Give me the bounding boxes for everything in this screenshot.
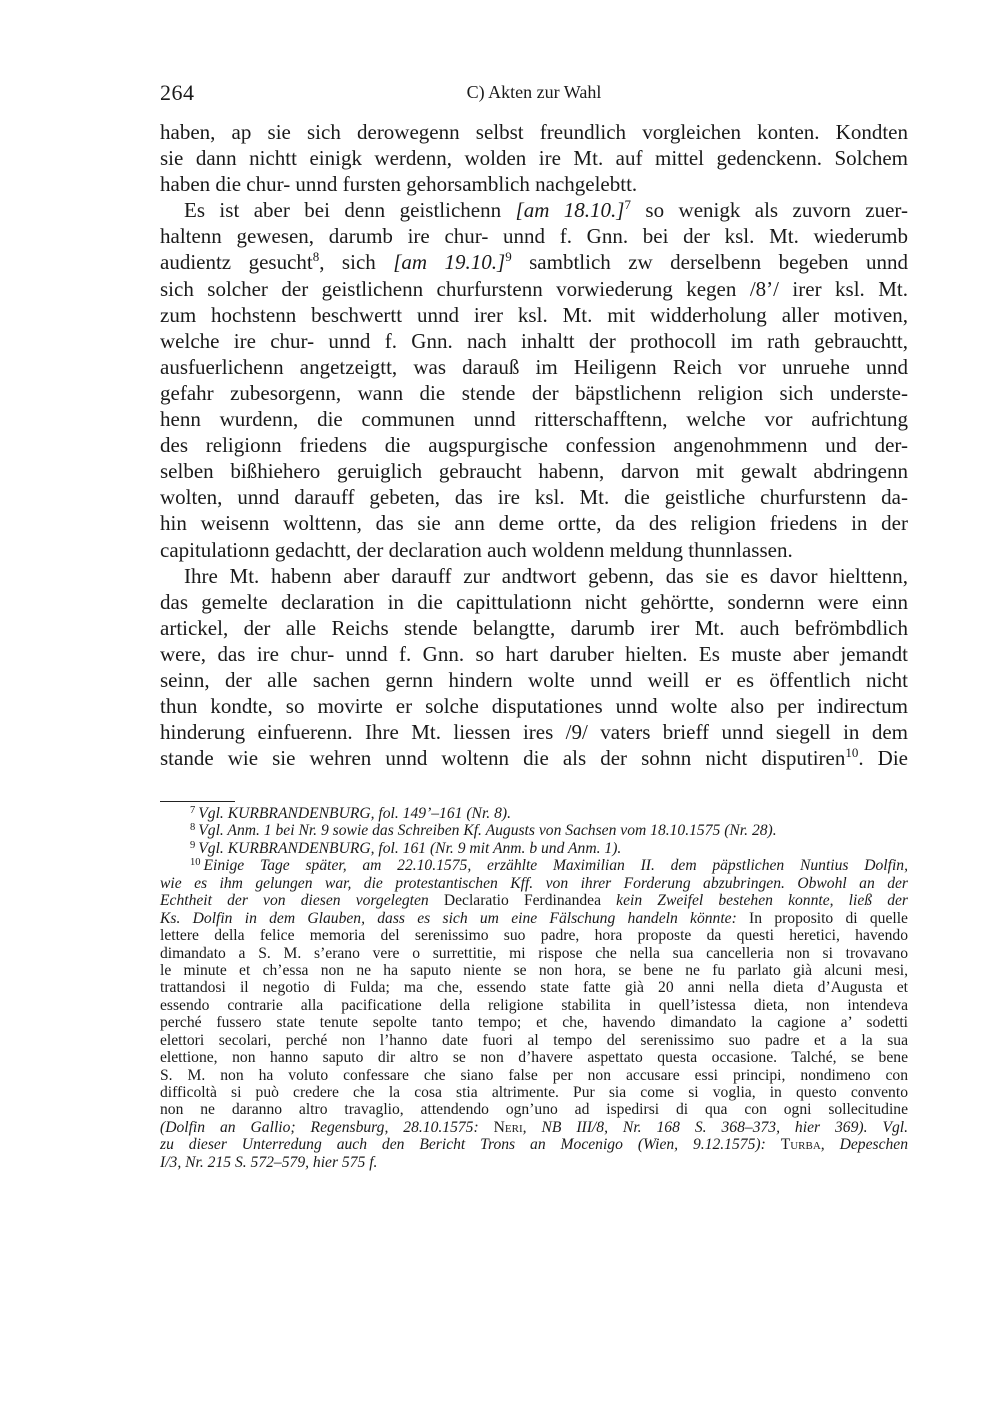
footnote-line <box>160 1032 908 1049</box>
text-segment: gefahr zubesorgenn, wann die stende der bäpstlichenn religion sich underste- <box>160 380 908 405</box>
text-segment: hinderung einfuerenn. Ihre Mt. liessen ires /9/ vaters brieff unnd siegell in dem <box>160 720 908 745</box>
text-segment: welche ire chur- unnd f. Gnn. nach inhaltt der prothocoll im rath gebrauchtt, <box>160 328 908 353</box>
footnote-reference: 7 <box>624 197 631 213</box>
body-line <box>160 197 908 223</box>
text-segment: sambtlich zw derselbenn begeben unnd <box>511 250 908 275</box>
text-segment: artickel, der alle Reichs stende belangtte, darumb irer Mt. auch befrömbdlich <box>160 615 908 640</box>
text-segment: (Dolfin an Gallio; Regensburg, 28.10.1575: <box>160 1118 494 1136</box>
body-line <box>160 302 908 328</box>
text-segment: Turba <box>780 1136 821 1154</box>
body-line <box>160 693 908 719</box>
footnote-line <box>160 840 908 857</box>
footnote-number: 10 <box>190 857 201 869</box>
text-segment: [am 19.10.] <box>393 250 506 275</box>
text-segment: non ne daranno altro travaglio, attendendo ogn’uno ad ispedirsi di qua con ogni sollecitudine <box>160 1101 908 1119</box>
footnote-line <box>160 1067 908 1084</box>
running-title: C) Akten zur Wahl <box>466 82 602 102</box>
footnote-line <box>160 875 908 892</box>
text-segment: Neri <box>493 1118 523 1136</box>
text-segment: Vgl. KURBRANDENBURG, fol. 161 (Nr. 9 mit Anm. b und Anm. 1). <box>198 839 622 857</box>
body-line <box>160 354 908 380</box>
body-line <box>160 641 908 667</box>
page-number: 264 <box>160 80 195 105</box>
text-segment: haben, ap sie sich derowegenn selbst freundlich vorgleichen konten. Kondten <box>160 120 908 144</box>
body-line <box>160 484 908 510</box>
text-segment: wie es ihm gelungen war, die protestantischen Kff. von ihrer Forderung abzubringen. Obwohl an der <box>160 874 908 892</box>
text-segment: Es ist aber bei denn geistlichenn <box>184 198 516 223</box>
footnote-line <box>160 945 908 962</box>
footnote-line <box>160 857 908 874</box>
text-segment: zu dieser Unterredung auch den Bericht Trons an Mocenigo (Wien, 9.12.1575): <box>160 1136 781 1154</box>
text-segment: audientz gesucht <box>160 250 313 275</box>
body-line <box>160 615 908 641</box>
text-segment: haltenn gewesen, darumb ire chur- unnd f. Gnn. bei der ksl. Mt. wiederumb <box>160 224 908 249</box>
text-segment: thun kondte, so movirte er solche disputationes unnd wolte also per indirectum <box>160 694 908 719</box>
body-line <box>160 589 908 615</box>
text-segment: Vgl. KURBRANDENBURG, fol. 149’–161 (Nr. 8). <box>198 805 511 822</box>
body-line <box>160 406 908 432</box>
body-line <box>160 510 908 536</box>
text-segment: difficoltà si può credere che la cosa stia altrimente. Pur sia come si voglia, in questo convento <box>160 1084 908 1101</box>
footnote-line <box>160 1154 908 1171</box>
footnote-line <box>160 910 908 927</box>
text-segment: , NB III/8, Nr. 168 S. 368–373, hier 369). Vgl. <box>522 1118 908 1136</box>
main-text <box>160 119 908 771</box>
footnote-line <box>160 1014 908 1031</box>
text-segment: ausfuerlichenn angetzeigtt, was darauß im Heiligenn Reich vor unruehe unnd <box>160 354 908 379</box>
body-line <box>160 223 908 249</box>
footnote-line <box>160 1119 908 1136</box>
text-segment: I/3, Nr. 215 S. 572–579, hier 575 f. <box>160 1153 378 1171</box>
text-segment: S. M. non ha voluto confessare che siano false per non accusare essi principi, nondimeno con <box>160 1066 908 1084</box>
footnote-line <box>160 805 908 822</box>
body-line <box>160 563 908 589</box>
body-line <box>160 276 908 302</box>
footnote-reference: 8 <box>312 249 320 265</box>
text-segment: le minute et ch’essa non ne ha saputo niente se non hora, se bene ne fu parlato già alcuni mesi, <box>160 961 908 979</box>
text-segment: das gemelte declaration in die capittulationn nicht gehörtte, sondernn were einn <box>160 589 908 614</box>
body-line <box>160 171 908 197</box>
footnote-number: 9 <box>190 839 196 851</box>
text-segment: . Die <box>858 746 909 771</box>
text-segment: Ks. Dolfin in dem Glauben, dass es sich um eine Fälschung handeln könnte: <box>160 909 737 927</box>
body-line <box>160 432 908 458</box>
text-segment: capitulationn gedachtt, der declaration auch woldenn meldung thunnlassen. <box>160 537 793 562</box>
footnote-reference: 9 <box>505 249 512 265</box>
footnote-line <box>160 962 908 979</box>
text-segment: Einige Tage später, am 22.10.1575, erzählte Maximilian II. dem päpstlichen Nuntius Dolfin, <box>203 857 908 875</box>
text-segment: haben die chur- unnd fursten gehorsamblich nachgelebtt. <box>160 172 638 197</box>
body-line <box>160 537 908 563</box>
text-segment: In proposito di quelle <box>736 909 908 927</box>
body-line <box>160 328 908 354</box>
body-line <box>160 380 908 406</box>
text-segment: Ihre Mt. habenn aber darauff zur andtwort gebenn, das sie es davor hielttenn, <box>184 563 908 588</box>
footnote-line <box>160 1049 908 1066</box>
footnote-line <box>160 927 908 944</box>
footnote-reference: 10 <box>845 745 859 761</box>
text-segment: des religionn friedens die augspurgische confession angenohmmenn und der- <box>160 433 908 458</box>
text-segment: kein Zweifel bestehen konnte, ließ der <box>601 892 908 910</box>
text-segment: perché fussero state tenute sepolte tanto tempo; et che, havendo dimandato la cagione a’ sodetti <box>160 1014 908 1032</box>
footnote-line <box>160 1101 908 1118</box>
text-segment: so wenigk als zuvorn zuer- <box>630 198 908 223</box>
text-segment: Echtheit der von diesen vorgelegten <box>160 892 444 910</box>
footnote-number: 7 <box>190 805 196 816</box>
text-segment: lettere della felice memoria del serenissimo suo padre, hora proposte da questi heretici, havendo <box>160 927 908 945</box>
footnote-separator <box>160 801 235 802</box>
footnote-line <box>160 979 908 996</box>
body-line <box>160 458 908 484</box>
text-segment: stande wie sie wehren unnd woltenn die als der sohnn nicht disputiren <box>160 746 846 771</box>
body-line <box>160 745 908 771</box>
body-line <box>160 249 908 275</box>
text-segment: [am 18.10.] <box>515 198 625 223</box>
footnote-line <box>160 997 908 1014</box>
text-segment: selben bißhiehero geruiglich gebraucht habenn, darvon mit gewalt abdringenn <box>160 459 908 484</box>
text-segment: sich solcher der geistlichenn churfurstenn vorwiederung kegen /8’/ irer ksl. Mt. <box>160 276 908 301</box>
footnote-number: 8 <box>190 822 196 834</box>
body-line <box>160 119 908 145</box>
body-line <box>160 719 908 745</box>
footnote-line <box>160 822 908 839</box>
text-segment: seinn, der alle sachen gernn hindern wolte unnd weill er es öffentlich nicht <box>160 667 908 692</box>
text-segment: henn wurdenn, die communen unnd ritterschafftenn, welche vor aufrichtung <box>160 407 908 432</box>
text-segment: were, das ire chur- unnd f. Gnn. so hart daruber hielten. Es muste aber jemandt <box>160 641 908 666</box>
footnote-line <box>160 1136 908 1153</box>
footnote-line <box>160 892 908 909</box>
footnote-line <box>160 1084 908 1101</box>
text-segment: elettione, non hanno saputo dir altro se non d’havere aspettato questa occasione. Talché, se bene <box>160 1049 908 1067</box>
text-segment: , sich <box>319 250 394 275</box>
text-segment: elettori secolari, perché non l’hanno date fuori al tempo del serenissimo suo padre et a la sua <box>160 1031 908 1049</box>
text-segment: dimandato a S. M. s’erano vere o surrettitie, mi rispose che nella sua cancelleria non si trovavano <box>160 944 908 962</box>
text-segment: sie dann nichtt einigk werdenn, wolden ire Mt. auf mittel gedenckenn. Solchem <box>160 146 908 171</box>
text-segment: Vgl. Anm. 1 bei Nr. 9 sowie das Schreiben Kf. Augusts von Sachsen vom 18.10.1575 (Nr. 28). <box>198 822 777 840</box>
body-line <box>160 145 908 171</box>
text-segment: , Depeschen <box>820 1136 908 1154</box>
text-segment: trattandosi il negotio di Fulda; ma che, essendo state fatte già 20 anni nella dieta d’Augusta et <box>160 979 908 997</box>
footnotes <box>160 805 908 1171</box>
body-line <box>160 667 908 693</box>
text-segment: wolten, unnd darauff gebeten, das ire ksl. Mt. die geistliche churfurstenn da- <box>160 485 908 510</box>
running-head <box>160 80 908 106</box>
text-segment: essendo contrarie alla pacificatione della religione stabilita in quell’istessa dieta, non intendeva <box>160 996 908 1014</box>
text-segment: Declaratio Ferdinandea <box>443 892 602 910</box>
text-segment: zum hochstenn beschwertt unnd irer ksl. Mt. mit widderholung aller motiven, <box>160 302 908 327</box>
text-segment: hin weisenn wolttenn, das sie ann deme ortte, da des religion friedens in der <box>160 511 908 536</box>
